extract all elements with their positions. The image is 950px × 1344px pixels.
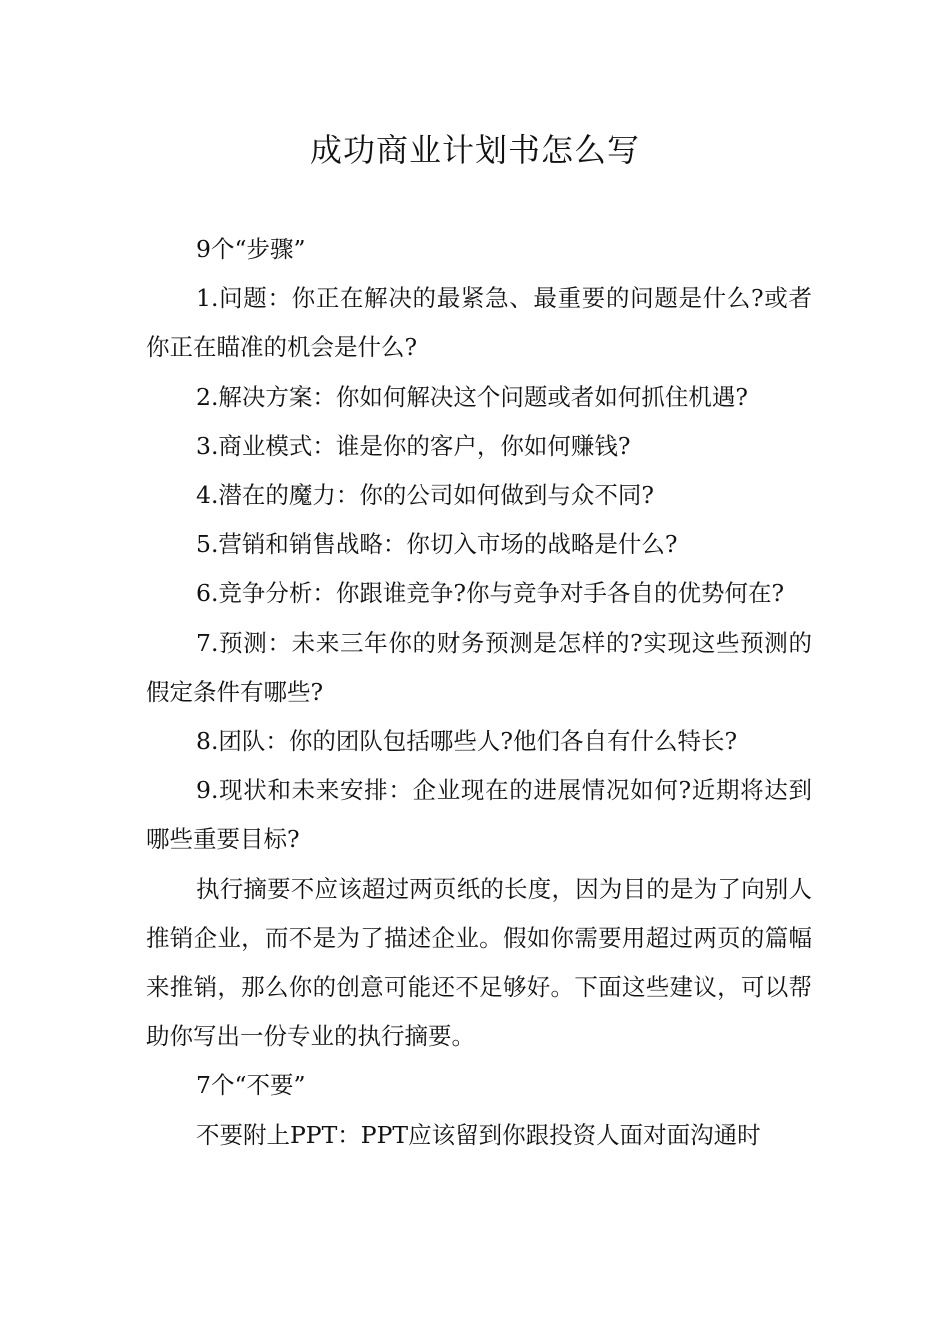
dont-1-paragraph: 不要附上PPT：PPT应该留到你跟投资人面对面沟通时 [196,1120,761,1149]
section-heading-donts: 7个“不要” [196,1071,306,1100]
document-body [146,225,812,1160]
step-7-paragraph: 7.预测：未来三年你的财务预测是怎样的?实现这些预测的假定条件有哪些? [146,628,812,706]
step-9-paragraph: 9.现状和未来安排：企业现在的进展情况如何?近期将达到哪些重要目标? [146,776,812,854]
step-6-paragraph: 6.竞争分析：你跟谁竞争?你与竞争对手各自的优势何在? [196,579,785,608]
step-3-paragraph: 3.商业模式：谁是你的客户，你如何赚钱? [196,431,631,460]
document-title: 成功商业计划书怎么写 [309,131,640,169]
step-2-paragraph: 2.解决方案：你如何解决这个问题或者如何抓住机遇? [196,382,749,411]
step-5-paragraph: 5.营销和销售战略：你切入市场的战略是什么? [196,530,678,559]
step-4-paragraph: 4.潜在的魔力：你的公司如何做到与众不同? [196,481,655,510]
summary-paragraph: 执行摘要不应该超过两页纸的长度，因为目的是为了向别人推销企业，而不是为了描述企业。假如你需要用超过两页的篇幅来推销，那么你的创意可能还不足够好。下面这些建议，可以帮助你写出一份专业的执行摘要。 [146,874,812,1051]
step-1-paragraph: 1.问题：你正在解决的最紧急、最重要的问题是什么?或者你正在瞄准的机会是什么? [146,284,812,362]
step-8-paragraph: 8.团队：你的团队包括哪些人?他们各自有什么特长? [196,727,738,756]
section-heading-steps: 9个“步骤” [196,235,306,263]
